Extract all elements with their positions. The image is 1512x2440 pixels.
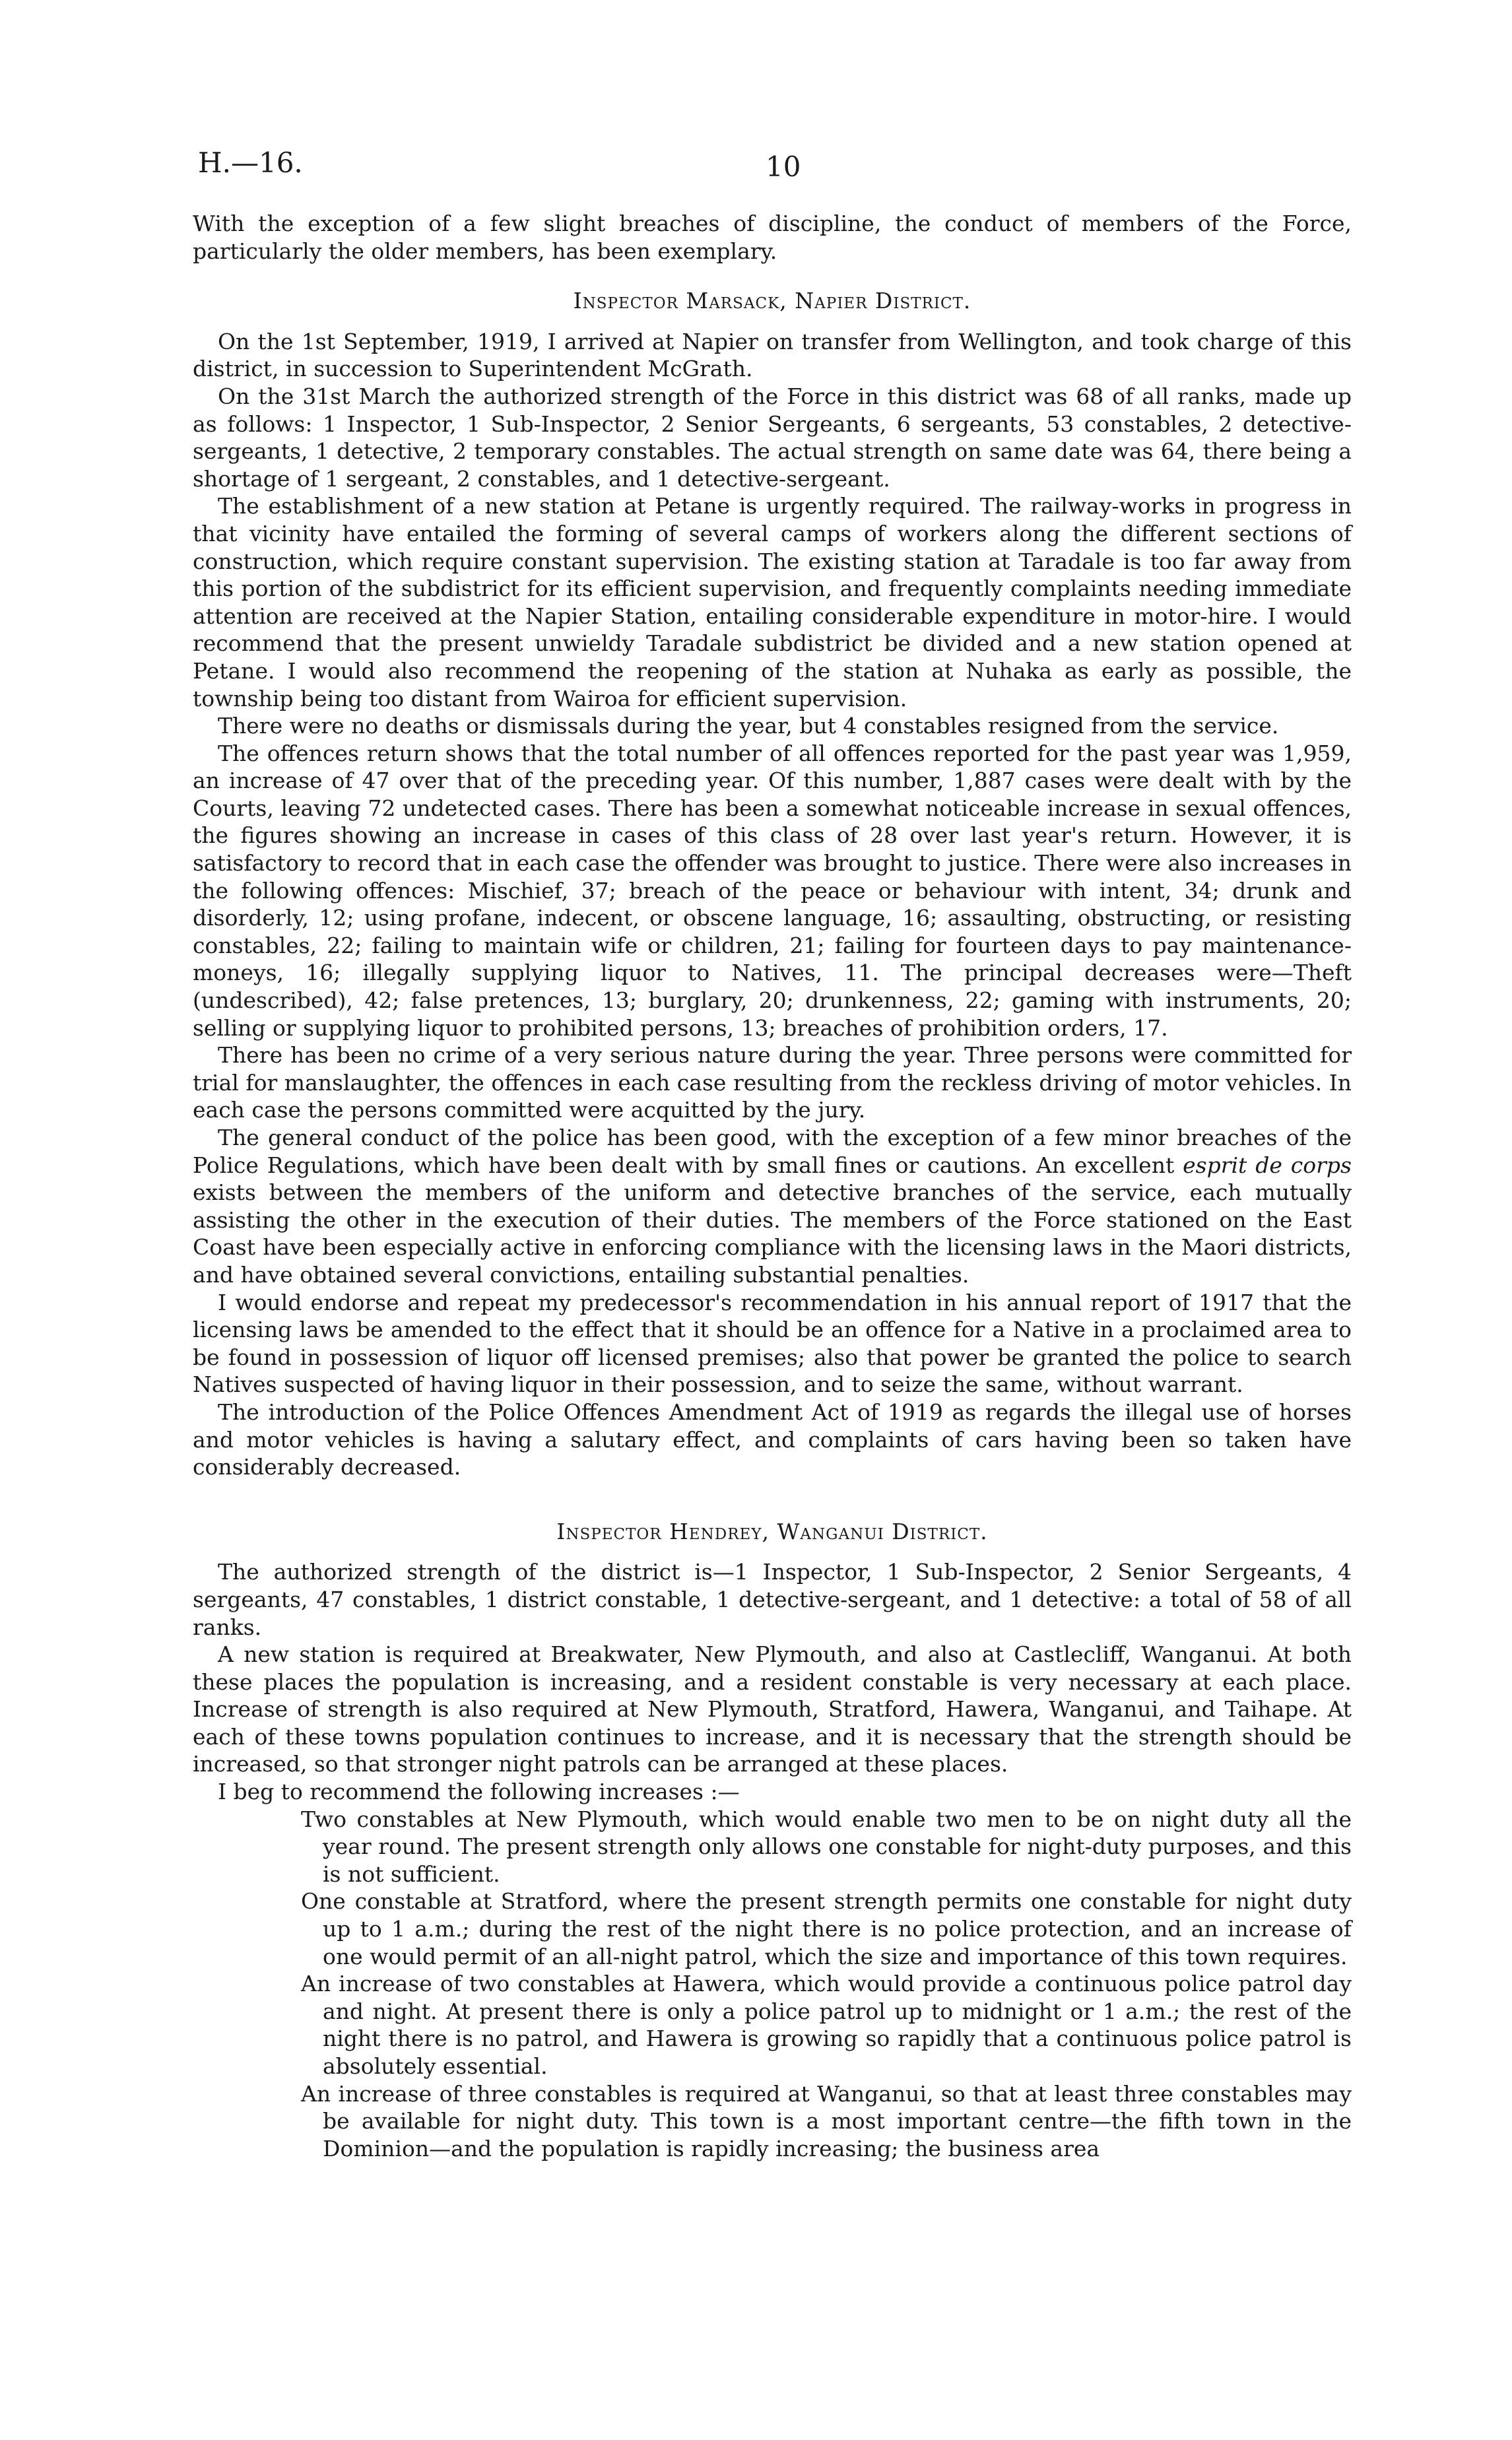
list-item: One constable at Stratford, where the present strength permits one constable for night duty up to 1 a.m.; during the rest of the night there is no police protection, and an increase of one would permit of an all-night patrol, which the size and importance of this town requires. — [301, 1888, 1352, 1969]
document-reference: H.—16. — [198, 147, 303, 179]
paragraph-text: The general conduct of the police has been good, with the exception of a few minor breaches of the Police Regulations, which have been dealt with by small fines or cautions. An excellent — [193, 1125, 1352, 1178]
list-item: An increase of three constables is required at Wanganui, so that at least three constables may be available for night duty. This town is a most important centre—the fifth town in the Dominion—and the population is rapidly increasing; the business area — [301, 2080, 1352, 2161]
paragraph-text: exists between the members of the uniform and detective branches of the service, each mutually assisting the other in the execution of their duties. The members of the Force stationed on the East Coast have been especially active in enforcing compliance with the licensing laws in the Maori districts, and have obtained several convictions, entailing substantial penalties. — [193, 1179, 1352, 1288]
paragraph: On the 1st September, 1919, I arrived at Napier on transfer from Wellington, and took charge of this district, in succession to Superintendent McGrath. — [193, 328, 1352, 382]
paragraph: I beg to recommend the following increases :— — [218, 1779, 740, 1805]
paragraph: The establishment of a new station at Petane is urgently required. The railway-works in progress in that vicinity have entailed the forming of several camps of workers along the different sections of construction, which require constant supervision. The existing station at Taradale is too far away from this portion of the subdistrict for its efficient supervision, and frequently complaints needing immediate attention are received at the Napier Station, entailing considerable expenditure in motor-hire. I would recommend that the present unwieldy Taradale subdistrict be divided and a new station opened at Petane. I would also recommend the reopening of the station at Nuhaka as early as possible, the township being too distant from Wairoa for efficient supervision. — [193, 493, 1352, 711]
paragraph: The introduction of the Police Offences Amendment Act of 1919 as regards the illegal use of horses and motor vehicles is having a salutary effect, and complaints of cars having been so taken have considerably decreased. — [193, 1399, 1352, 1480]
document-body — [193, 210, 1352, 2162]
paragraph: I would endorse and repeat my predecessor's recommendation in his annual report of 1917 that the licensing laws be amended to the effect that it should be an offence for a Native in a proclaimed area to be found in possession of liquor off licensed premises; also that power be granted the police to search Natives suspected of having liquor in their possession, and to seize the same, without warrant. — [193, 1289, 1352, 1398]
paragraph: On the 31st March the authorized strength of the Force in this district was 68 of all ranks, made up as follows: 1 Inspector, 1 Sub-Inspector, 2 Senior Sergeants, 6 sergeants, 53 constables, 2 detective-sergeants, 1 detective, 2 temporary constables. The actual strength on same date was 64, there being a shortage of 1 sergeant, 2 constables, and 1 detective-sergeant. — [193, 383, 1352, 492]
paragraph — [193, 1124, 1352, 1289]
paragraph: With the exception of a few slight breaches of discipline, the conduct of members of the Force, particularly the older members, has been exemplary. — [193, 211, 1352, 264]
section-heading-wanganui: Inspector Hendrey, Wanganui District. — [556, 1518, 988, 1544]
paragraph: The offences return shows that the total number of all offences reported for the past year was 1,959, an increase of 47 over that of the preceding year. Of this number, 1,887 cases were dealt with by the Courts, leaving 72 undetected cases. There has been a somewhat noticeable increase in sexual offences, the figures showing an increase in cases of this class of 28 over last year's return. However, it is satisfactory to record that in each case the offender was brought to justice. There were also increases in the following offences: Mischief, 37; breach of the peace or behaviour with intent, 34; drunk and disorderly, 12; using profane, indecent, or obscene language, 16; assaulting, obstructing, or resisting constables, 22; failing to maintain wife or children, 21; failing for fourteen days to pay maintenance-moneys, 16; illegally supplying liquor to Natives, 11. The principal decreases were—Theft (undescribed), 42; false pretences, 13; burglary, 20; drunkenness, 22; gaming with instruments, 20; selling or supplying liquor to prohibited persons, 13; breaches of prohibition orders, 17. — [193, 740, 1352, 1041]
page-number: 10 — [766, 150, 801, 183]
paragraph: A new station is required at Breakwater, New Plymouth, and also at Castlecliff, Wanganui. At both these places the population is increasing, and a resident constable is very necessary at each place. Increase of strength is also required at New Plymouth, Stratford, Hawera, Wanganui, and Taihape. At each of these towns population continues to increase, and it is necessary that the strength should be increased, so that stronger night patrols can be arranged at these places. — [193, 1641, 1352, 1777]
list-item: Two constables at New Plymouth, which would enable two men to be on night duty all the year round. The present strength only allows one constable for night-duty purposes, and this is not sufficient. — [301, 1806, 1352, 1887]
paragraph: The authorized strength of the district is—1 Inspector, 1 Sub-Inspector, 2 Senior Sergeants, 4 sergeants, 47 constables, 1 district constable, 1 detective-sergeant, and 1 detective: a total of 58 of all ranks. — [193, 1559, 1352, 1640]
italic-phrase: esprit de corps — [1183, 1152, 1352, 1178]
paragraph: There has been no crime of a very serious nature during the year. Three persons were committed for trial for manslaughter, the offences in each case resulting from the reckless driving of motor vehicles. In each case the persons committed were acquitted by the jury. — [193, 1042, 1352, 1123]
section-heading-napier: Inspector Marsack, Napier District. — [573, 288, 971, 314]
paragraph: There were no deaths or dismissals during the year, but 4 constables resigned from the service. — [218, 713, 1279, 739]
list-item: An increase of two constables at Hawera, which would provide a continuous police patrol day and night. At present there is only a police patrol up to midnight or 1 a.m.; the rest of the night there is no patrol, and Hawera is growing so rapidly that a continuous police patrol is absolutely essential. — [301, 1971, 1352, 2079]
